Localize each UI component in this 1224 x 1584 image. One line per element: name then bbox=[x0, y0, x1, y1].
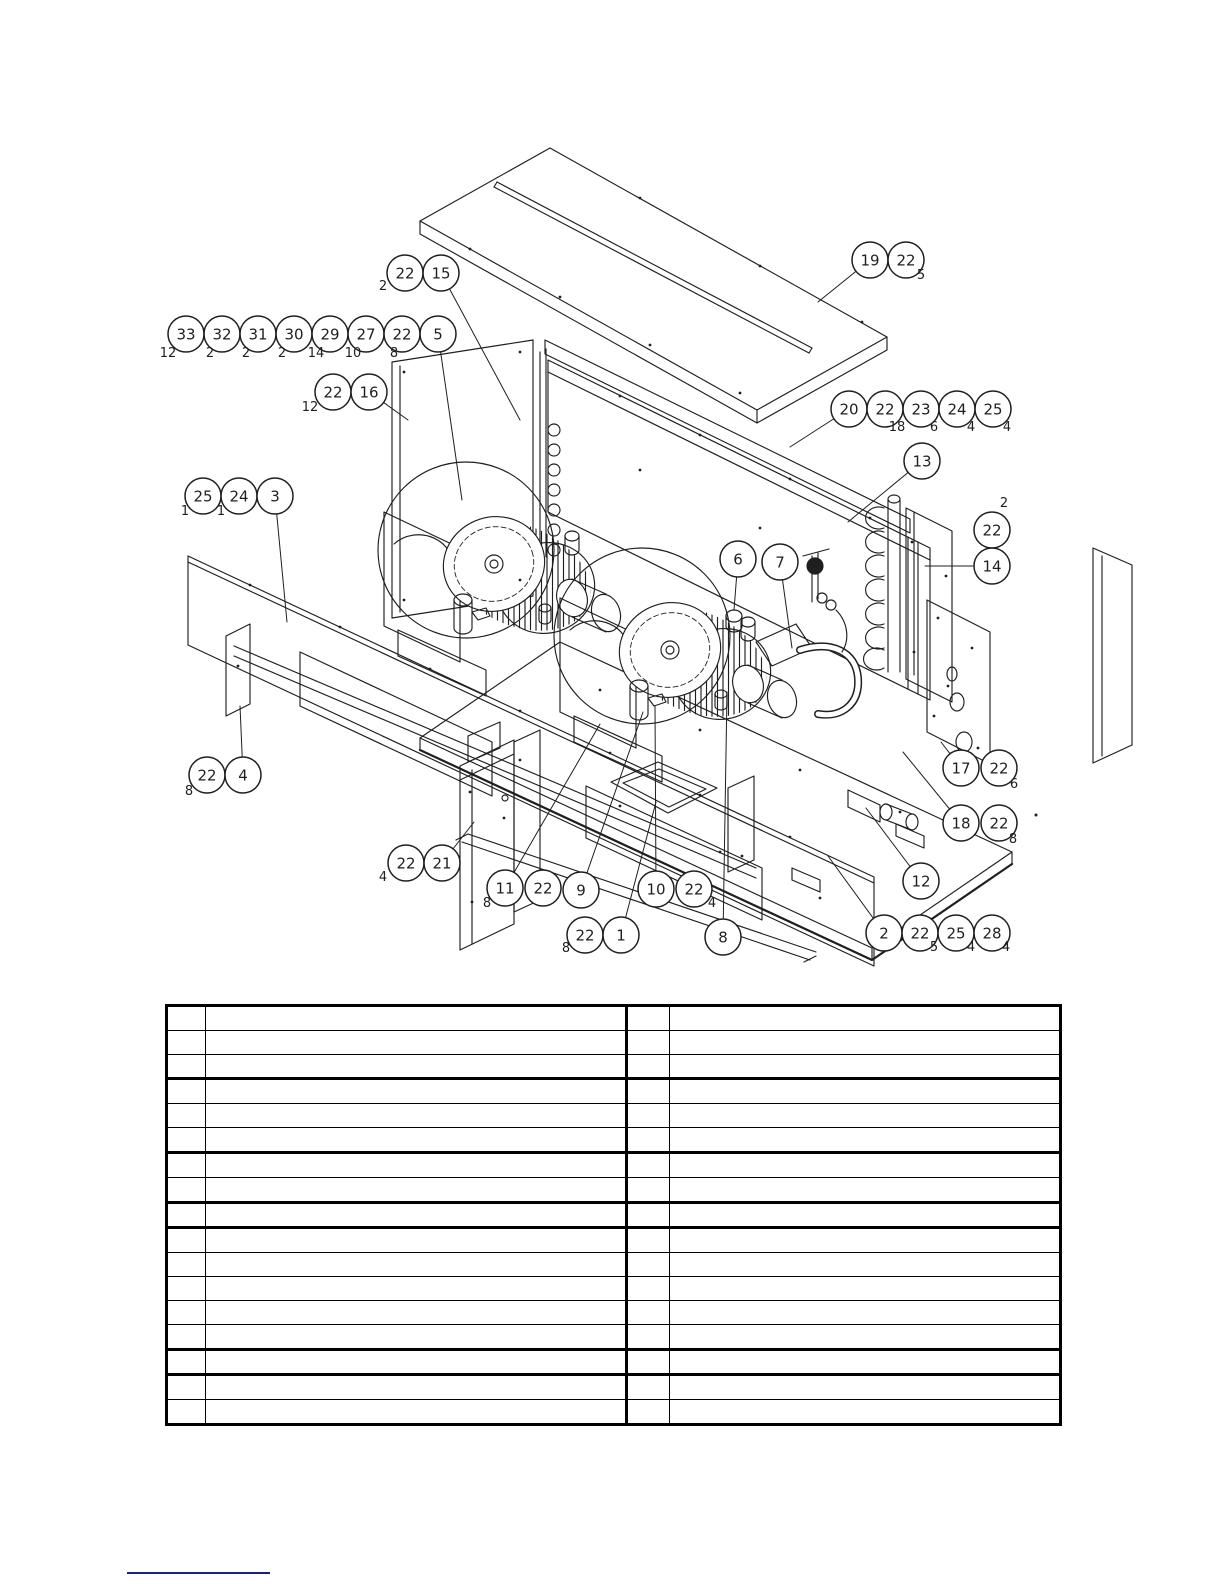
parts-table-desc-cell bbox=[206, 1301, 628, 1324]
parts-table-row bbox=[168, 1154, 1059, 1178]
balloon-qty-label: 6 bbox=[929, 420, 939, 435]
callout-balloon-25 bbox=[975, 391, 1011, 435]
parts-table-item-cell bbox=[168, 1325, 206, 1348]
right-end-channel bbox=[1093, 548, 1132, 763]
parts-table-desc-cell bbox=[670, 1055, 1065, 1078]
balloon-qty-label: 5 bbox=[929, 940, 939, 955]
parts-table-item-cell bbox=[168, 1007, 206, 1030]
callout-balloon-2 bbox=[866, 915, 902, 951]
balloon-qty-label: 8 bbox=[1008, 832, 1018, 847]
callout-balloon-19 bbox=[852, 242, 888, 278]
callout-balloon-3 bbox=[257, 478, 293, 514]
balloon-number: 23 bbox=[911, 400, 931, 419]
balloon-qty-label: 2 bbox=[378, 279, 388, 294]
parts-table-item-cell bbox=[168, 1154, 206, 1177]
callout-balloon-22 bbox=[185, 757, 225, 799]
coil-end-plate bbox=[906, 508, 952, 702]
parts-table-row bbox=[168, 1031, 1059, 1055]
parts-table-desc-cell bbox=[670, 1376, 1065, 1399]
parts-table-desc-cell bbox=[206, 1055, 628, 1078]
parts-table-desc-cell bbox=[670, 1229, 1065, 1252]
parts-table-item-cell bbox=[628, 1080, 670, 1103]
parts-table-row bbox=[168, 1277, 1059, 1301]
balloon-qty-label: 4 bbox=[966, 940, 976, 955]
balloon-qty-label: 2 bbox=[277, 346, 287, 361]
callout-balloon-14 bbox=[974, 548, 1010, 584]
callout-balloon-25 bbox=[938, 915, 975, 955]
parts-table-desc-cell bbox=[206, 1351, 628, 1374]
callout-balloon-22 bbox=[888, 242, 925, 283]
parts-table-row bbox=[168, 1351, 1059, 1377]
callout-layer bbox=[160, 242, 1018, 956]
parts-table-desc-cell bbox=[206, 1154, 628, 1177]
parts-table-desc-cell bbox=[670, 1325, 1065, 1348]
callout-balloon-22 bbox=[302, 374, 351, 415]
rear-top-rail bbox=[545, 340, 910, 533]
parts-table-desc-cell bbox=[670, 1154, 1065, 1177]
parts-table-item-cell bbox=[168, 1301, 206, 1324]
parts-table-desc-cell bbox=[670, 1007, 1065, 1030]
balloon-number: 29 bbox=[320, 325, 340, 344]
callout-balloon-5 bbox=[420, 316, 456, 352]
parts-table-desc-cell bbox=[670, 1277, 1065, 1300]
balloon-qty-label: 4 bbox=[707, 896, 717, 911]
balloon-number: 22 bbox=[392, 325, 412, 344]
parts-table-item-cell bbox=[628, 1301, 670, 1324]
balloon-qty-label: 2 bbox=[999, 496, 1009, 511]
parts-table-item-cell bbox=[628, 1007, 670, 1030]
parts-list-table bbox=[165, 1004, 1062, 1426]
balloon-number: 22 bbox=[323, 383, 343, 402]
parts-table-item-cell bbox=[168, 1253, 206, 1276]
parts-table-row bbox=[168, 1178, 1059, 1204]
balloon-number: 13 bbox=[912, 452, 932, 471]
balloon-number: 25 bbox=[983, 400, 1003, 419]
callout-balloon-4 bbox=[225, 757, 261, 793]
balloon-number: 24 bbox=[229, 487, 249, 506]
parts-table-desc-cell bbox=[670, 1204, 1065, 1227]
balloon-number: 22 bbox=[197, 766, 217, 785]
parts-table-row bbox=[168, 1104, 1059, 1128]
parts-table-desc-cell bbox=[206, 1400, 628, 1423]
callout-balloon-33 bbox=[160, 316, 204, 361]
balloon-number: 22 bbox=[575, 926, 595, 945]
parts-table-desc-cell bbox=[206, 1277, 628, 1300]
parts-table-item-cell bbox=[628, 1154, 670, 1177]
balloon-number: 14 bbox=[982, 557, 1002, 576]
callout-balloon-31 bbox=[240, 316, 276, 361]
callout-balloon-22 bbox=[379, 255, 423, 294]
blower-assembly-left bbox=[378, 462, 625, 696]
parts-table-desc-cell bbox=[670, 1253, 1065, 1276]
balloon-number: 15 bbox=[431, 264, 451, 283]
parts-table-row bbox=[168, 1376, 1059, 1400]
balloon-qty-label: 1 bbox=[180, 504, 190, 519]
right-side-panel bbox=[927, 600, 990, 764]
blower-motor bbox=[728, 661, 801, 721]
balloon-qty-label: 8 bbox=[184, 784, 194, 799]
parts-table-desc-cell bbox=[206, 1104, 628, 1127]
balloon-number: 1 bbox=[616, 926, 626, 945]
callout-balloon-7 bbox=[762, 544, 798, 580]
parts-table-desc-cell bbox=[670, 1080, 1065, 1103]
balloon-number: 22 bbox=[533, 879, 553, 898]
parts-table-item-cell bbox=[628, 1253, 670, 1276]
balloon-number: 19 bbox=[860, 251, 880, 270]
callout-balloon-24 bbox=[939, 391, 975, 435]
parts-table-desc-cell bbox=[206, 1204, 628, 1227]
balloon-qty-label: 1 bbox=[216, 504, 226, 519]
parts-table-row bbox=[168, 1080, 1059, 1104]
parts-table-item-cell bbox=[628, 1325, 670, 1348]
screw-dots bbox=[237, 197, 1038, 904]
balloon-qty-label: 12 bbox=[159, 346, 177, 361]
parts-table-desc-cell bbox=[206, 1229, 628, 1252]
balloon-number: 22 bbox=[395, 264, 415, 283]
control-bracket bbox=[460, 722, 540, 950]
callout-balloon-22 bbox=[525, 870, 561, 906]
balloon-qty-label: 4 bbox=[378, 870, 388, 885]
callout-balloon-22 bbox=[867, 391, 905, 435]
callout-balloon-10 bbox=[638, 871, 674, 907]
balloon-number: 27 bbox=[356, 325, 376, 344]
callout-balloon-8 bbox=[705, 919, 741, 955]
callout-balloon-17 bbox=[943, 750, 979, 786]
callout-balloon-13 bbox=[904, 443, 940, 479]
balloon-number: 8 bbox=[718, 928, 728, 947]
balloon-qty-label: 14 bbox=[307, 346, 325, 361]
callout-balloon-21 bbox=[424, 845, 460, 881]
balloon-qty-label: 8 bbox=[482, 896, 492, 911]
balloon-number: 22 bbox=[989, 814, 1009, 833]
callout-balloon-6 bbox=[720, 541, 756, 577]
balloon-number: 5 bbox=[433, 325, 443, 344]
parts-table-row bbox=[168, 1253, 1059, 1277]
parts-table-row bbox=[168, 1007, 1059, 1031]
parts-table-item-cell bbox=[628, 1400, 670, 1423]
balloon-number: 3 bbox=[270, 487, 280, 506]
parts-table-desc-cell bbox=[206, 1128, 628, 1151]
balloon-number: 2 bbox=[879, 924, 889, 943]
balloon-leader-line bbox=[438, 334, 462, 500]
callout-balloon-28 bbox=[974, 915, 1010, 955]
callout-balloon-12 bbox=[903, 863, 939, 899]
balloon-number: 10 bbox=[646, 880, 666, 899]
parts-table-item-cell bbox=[628, 1128, 670, 1151]
balloon-qty-label: 8 bbox=[389, 346, 399, 361]
parts-table-desc-cell bbox=[670, 1400, 1065, 1423]
parts-table-row bbox=[168, 1301, 1059, 1325]
balloon-number: 4 bbox=[238, 766, 248, 785]
parts-table-desc-cell bbox=[206, 1007, 628, 1030]
callout-balloon-32 bbox=[204, 316, 240, 361]
parts-table-item-cell bbox=[628, 1277, 670, 1300]
parts-table-row bbox=[168, 1204, 1059, 1230]
callout-balloon-22 bbox=[562, 917, 603, 956]
balloon-number: 20 bbox=[839, 400, 859, 419]
parts-table-row bbox=[168, 1400, 1059, 1423]
callout-balloon-25 bbox=[181, 478, 221, 519]
parts-table-desc-cell bbox=[206, 1325, 628, 1348]
parts-table-desc-cell bbox=[670, 1178, 1065, 1201]
parts-table-item-cell bbox=[168, 1351, 206, 1374]
callout-balloon-23 bbox=[903, 391, 939, 435]
parts-table-desc-cell bbox=[206, 1376, 628, 1399]
balloon-number: 22 bbox=[896, 251, 916, 270]
callout-balloon-22 bbox=[676, 871, 716, 911]
footer-link-underline[interactable] bbox=[127, 1572, 270, 1574]
parts-table-item-cell bbox=[168, 1400, 206, 1423]
parts-table-item-cell bbox=[628, 1178, 670, 1201]
balloon-number: 11 bbox=[495, 879, 515, 898]
balloon-number: 6 bbox=[733, 550, 743, 569]
parts-table-item-cell bbox=[168, 1178, 206, 1201]
base-pan bbox=[420, 642, 1012, 962]
parts-table-row bbox=[168, 1128, 1059, 1154]
balloon-qty-label: 12 bbox=[301, 400, 319, 415]
balloon-number: 28 bbox=[982, 924, 1002, 943]
balloon-qty-label: 2 bbox=[205, 346, 215, 361]
parts-table-item-cell bbox=[628, 1104, 670, 1127]
balloon-number: 30 bbox=[284, 325, 304, 344]
balloon-leader-line bbox=[581, 712, 643, 890]
parts-table-item-cell bbox=[628, 1229, 670, 1252]
callout-balloon-27 bbox=[345, 316, 384, 361]
parts-table-desc-cell bbox=[206, 1253, 628, 1276]
balloon-number: 12 bbox=[911, 872, 931, 891]
parts-table-item-cell bbox=[628, 1376, 670, 1399]
balloon-number: 33 bbox=[176, 325, 196, 344]
balloon-qty-label: 8 bbox=[561, 941, 571, 956]
balloon-number: 17 bbox=[951, 759, 971, 778]
callout-balloon-9 bbox=[563, 872, 599, 908]
parts-table-desc-cell bbox=[206, 1031, 628, 1054]
parts-table-row bbox=[168, 1229, 1059, 1253]
front-panel-opening bbox=[586, 786, 762, 920]
parts-table-item-cell bbox=[168, 1080, 206, 1103]
parts-table-item-cell bbox=[168, 1104, 206, 1127]
balloon-number: 22 bbox=[910, 924, 930, 943]
callout-balloon-15 bbox=[423, 255, 459, 291]
callout-balloon-20 bbox=[831, 391, 867, 427]
balloon-qty-label: 4 bbox=[966, 420, 976, 435]
parts-table-item-cell bbox=[168, 1229, 206, 1252]
callout-balloon-22 bbox=[981, 750, 1018, 792]
callout-balloon-22 bbox=[974, 496, 1010, 548]
callout-balloon-24 bbox=[217, 478, 257, 519]
balloon-number: 22 bbox=[684, 880, 704, 899]
parts-table-desc-cell bbox=[206, 1080, 628, 1103]
balloon-number: 31 bbox=[248, 325, 268, 344]
parts-table-desc-cell bbox=[670, 1301, 1065, 1324]
balloon-number: 9 bbox=[576, 881, 586, 900]
balloon-leader-line bbox=[441, 273, 520, 420]
balloon-qty-label: 4 bbox=[1002, 420, 1012, 435]
parts-table-item-cell bbox=[168, 1128, 206, 1151]
balloon-qty-label: 2 bbox=[241, 346, 251, 361]
blower-assembly-left bbox=[554, 548, 801, 782]
parts-table-item-cell bbox=[628, 1055, 670, 1078]
parts-table-desc-cell bbox=[670, 1128, 1065, 1151]
balloon-number: 22 bbox=[989, 759, 1009, 778]
parts-table-item-cell bbox=[628, 1204, 670, 1227]
balloon-qty-label: 6 bbox=[1009, 777, 1019, 792]
parts-table-desc-cell bbox=[670, 1104, 1065, 1127]
parts-table-desc-cell bbox=[206, 1178, 628, 1201]
drain-fitting bbox=[848, 790, 918, 830]
balloon-number: 25 bbox=[946, 924, 966, 943]
balloon-number: 21 bbox=[432, 854, 452, 873]
parts-table-row bbox=[168, 1325, 1059, 1351]
top-panel bbox=[420, 148, 887, 423]
callout-balloon-16 bbox=[351, 374, 387, 410]
balloon-number: 22 bbox=[875, 400, 895, 419]
balloon-number: 22 bbox=[396, 854, 416, 873]
callout-balloon-29 bbox=[308, 316, 348, 361]
balloon-number: 18 bbox=[951, 814, 971, 833]
balloon-leader-line bbox=[655, 706, 656, 889]
balloon-number: 24 bbox=[947, 400, 967, 419]
balloon-number: 25 bbox=[193, 487, 213, 506]
balloon-qty-label: 18 bbox=[888, 420, 906, 435]
callout-balloon-1 bbox=[603, 917, 639, 953]
callout-balloon-18 bbox=[943, 805, 979, 841]
parts-table-item-cell bbox=[168, 1055, 206, 1078]
callout-balloon-22 bbox=[379, 845, 424, 885]
parts-table-item-cell bbox=[168, 1277, 206, 1300]
parts-table-item-cell bbox=[168, 1204, 206, 1227]
balloon-qty-label: 10 bbox=[344, 346, 362, 361]
parts-table-item-cell bbox=[628, 1031, 670, 1054]
callout-balloon-22 bbox=[384, 316, 420, 361]
parts-table-item-cell bbox=[628, 1351, 670, 1374]
balloon-qty-label: 5 bbox=[916, 268, 926, 283]
balloon-number: 7 bbox=[775, 553, 785, 572]
coil-return-bends bbox=[548, 424, 560, 556]
coil-hairpin-tubes bbox=[864, 495, 900, 672]
parts-table-item-cell bbox=[168, 1031, 206, 1054]
parts-table-desc-cell bbox=[670, 1351, 1065, 1374]
balloon-number: 32 bbox=[212, 325, 232, 344]
blower-assembly-right bbox=[554, 548, 801, 782]
callout-balloon-11 bbox=[483, 870, 523, 911]
balloon-qty-label: 4 bbox=[1001, 940, 1011, 955]
callout-balloon-22 bbox=[902, 915, 938, 955]
balloon-number: 16 bbox=[359, 383, 379, 402]
callout-balloon-30 bbox=[276, 316, 312, 361]
balloon-number: 22 bbox=[982, 521, 1002, 540]
parts-table-item-cell bbox=[168, 1376, 206, 1399]
parts-table-row bbox=[168, 1055, 1059, 1081]
parts-table-desc-cell bbox=[670, 1031, 1065, 1054]
